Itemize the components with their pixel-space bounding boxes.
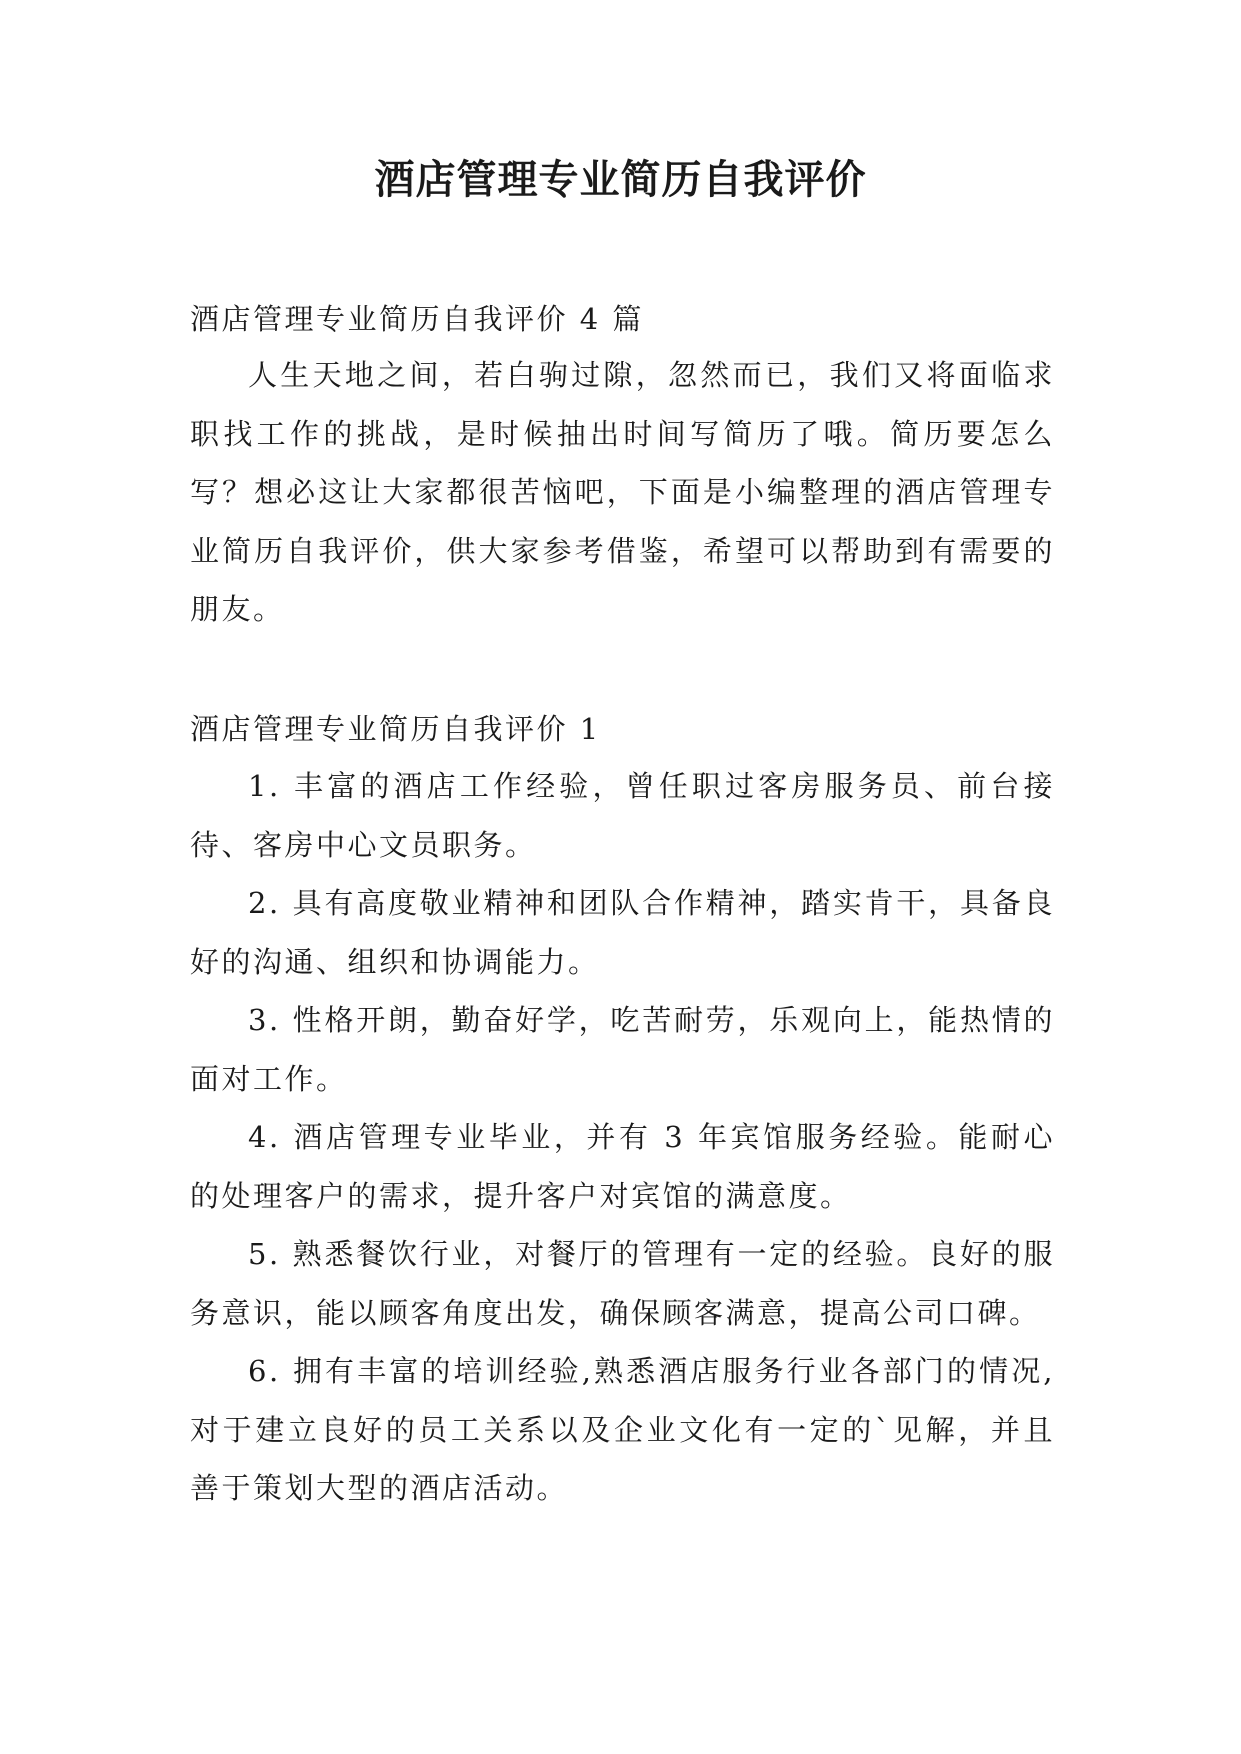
document-subtitle: 酒店管理专业简历自我评价 4 篇 bbox=[190, 302, 644, 336]
list-item: 5. 熟悉餐饮行业，对餐厅的管理有一定的经验。良好的服务意识，能以顾客角度出发，确保顾客满意，提高公司口碑。 bbox=[190, 1237, 1055, 1330]
intro-paragraph: 人生天地之间，若白驹过隙，忽然而已，我们又将面临求职找工作的挑战，是时候抽出时间写简历了哦。简历要怎么写？想必这让大家都很苦恼吧，下面是小编整理的酒店管理专业简历自我评价，供大家参考借鉴，希望可以帮助到有需要的朋友。 bbox=[190, 358, 1055, 626]
evaluation-list bbox=[190, 757, 1055, 1518]
section-heading: 酒店管理专业简历自我评价 1 bbox=[190, 712, 601, 746]
list-item: 6. 拥有丰富的培训经验,熟悉酒店服务行业各部门的情况,对于建立良好的员工关系以及企业文化有一定的`见解，并且善于策划大型的酒店活动。 bbox=[190, 1354, 1055, 1505]
list-item: 3. 性格开朗，勤奋好学，吃苦耐劳，乐观向上，能热情的面对工作。 bbox=[190, 1003, 1055, 1096]
list-item: 4. 酒店管理专业毕业，并有 3 年宾馆服务经验。能耐心的处理客户的需求，提升客户对宾馆的满意度。 bbox=[190, 1120, 1055, 1213]
list-item: 2. 具有高度敬业精神和团队合作精神，踏实肯干，具备良好的沟通、组织和协调能力。 bbox=[190, 886, 1055, 979]
list-item: 1. 丰富的酒店工作经验，曾任职过客房服务员、前台接待、客房中心文员职务。 bbox=[190, 769, 1055, 862]
document-title: 酒店管理专业简历自我评价 bbox=[374, 157, 867, 203]
